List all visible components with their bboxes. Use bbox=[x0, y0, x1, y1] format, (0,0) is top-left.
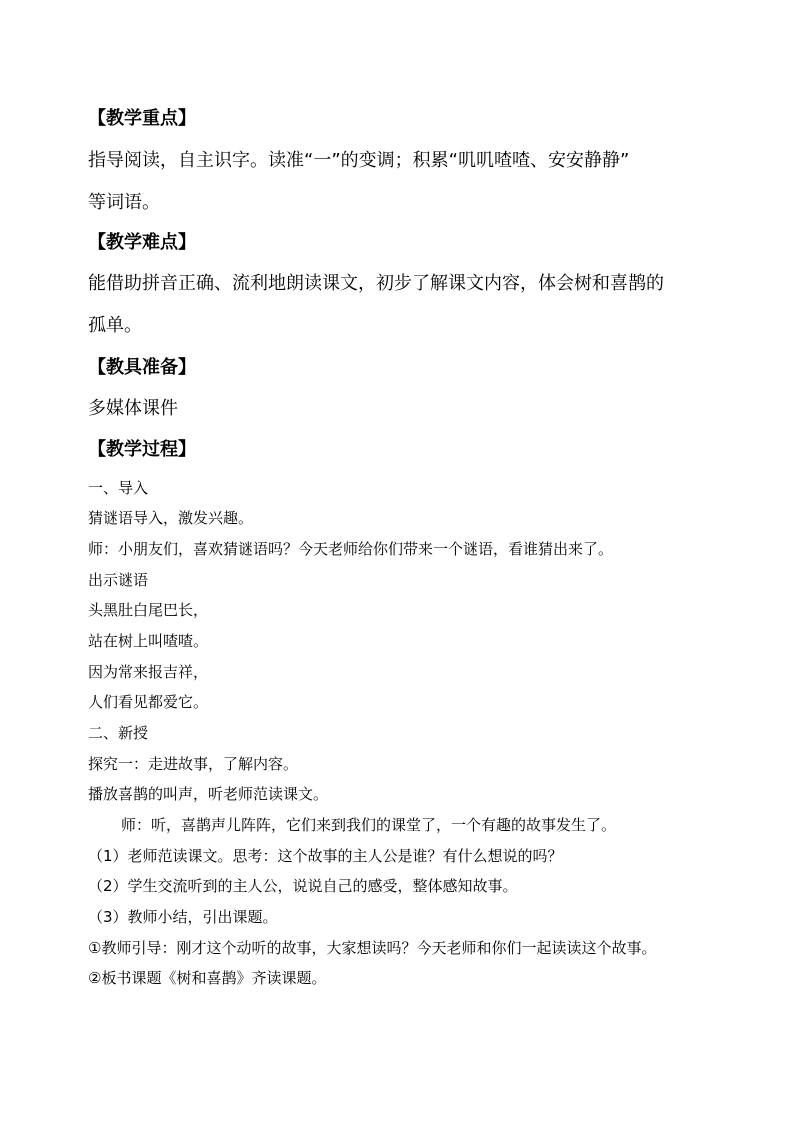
materials-heading: 【教具准备】 bbox=[88, 357, 196, 378]
process-line: （3）教师小结，引出课题。 bbox=[88, 908, 278, 926]
process-line: 一、导入 bbox=[88, 479, 149, 497]
process-line-indented: 师：听，喜鹊声儿阵阵，它们来到我们的课堂了，一个有趣的故事发生了。 bbox=[121, 816, 617, 834]
process-line: 探究一：走进故事，了解内容。 bbox=[88, 755, 299, 773]
process-line: 二、新授 bbox=[88, 724, 149, 742]
process-line: （2）学生交流听到的主人公，说说自己的感受，整体感知故事。 bbox=[88, 877, 518, 895]
process-line: （1）老师范读课文。思考：这个故事的主人公是谁？有什么想说的吗？ bbox=[88, 847, 563, 865]
key-points-heading: 【教学重点】 bbox=[88, 108, 196, 129]
key-points-line-2: 等词语。 bbox=[88, 192, 160, 213]
riddle-line: 头黑肚白尾巴长， bbox=[88, 601, 209, 619]
process-line: 猜谜语导入，激发兴趣。 bbox=[88, 509, 254, 527]
process-line: ②板书课题《树和喜鹊》齐读课题。 bbox=[88, 969, 327, 987]
process-line: 出示谜语 bbox=[88, 571, 149, 589]
difficulties-line-2: 孤单。 bbox=[88, 315, 142, 336]
difficulties-line-1: 能借助拼音正确、流利地朗读课文，初步了解课文内容，体会树和喜鹊的 bbox=[88, 273, 664, 294]
process-line: 师：小朋友们，喜欢猜谜语吗？今天老师给你们带来一个谜语，看谁猜出来了。 bbox=[88, 540, 614, 558]
process-line: 播放喜鹊的叫声，听老师范读课文。 bbox=[88, 785, 329, 803]
process-line: ①教师引导：刚才这个动听的故事，大家想读吗？今天老师和你们一起读读这个故事。 bbox=[88, 939, 657, 957]
difficulties-heading: 【教学难点】 bbox=[88, 232, 196, 253]
riddle-line: 人们看见都爱它。 bbox=[88, 693, 209, 711]
process-heading: 【教学过程】 bbox=[88, 439, 196, 460]
riddle-line: 因为常来报吉祥， bbox=[88, 663, 209, 681]
riddle-line: 站在树上叫喳喳。 bbox=[88, 632, 209, 650]
key-points-line-1: 指导阅读，自主识字。读准“一”的变调；积累“叽叽喳喳、安安静静” bbox=[88, 150, 630, 171]
materials-line-1: 多媒体课件 bbox=[88, 398, 178, 419]
